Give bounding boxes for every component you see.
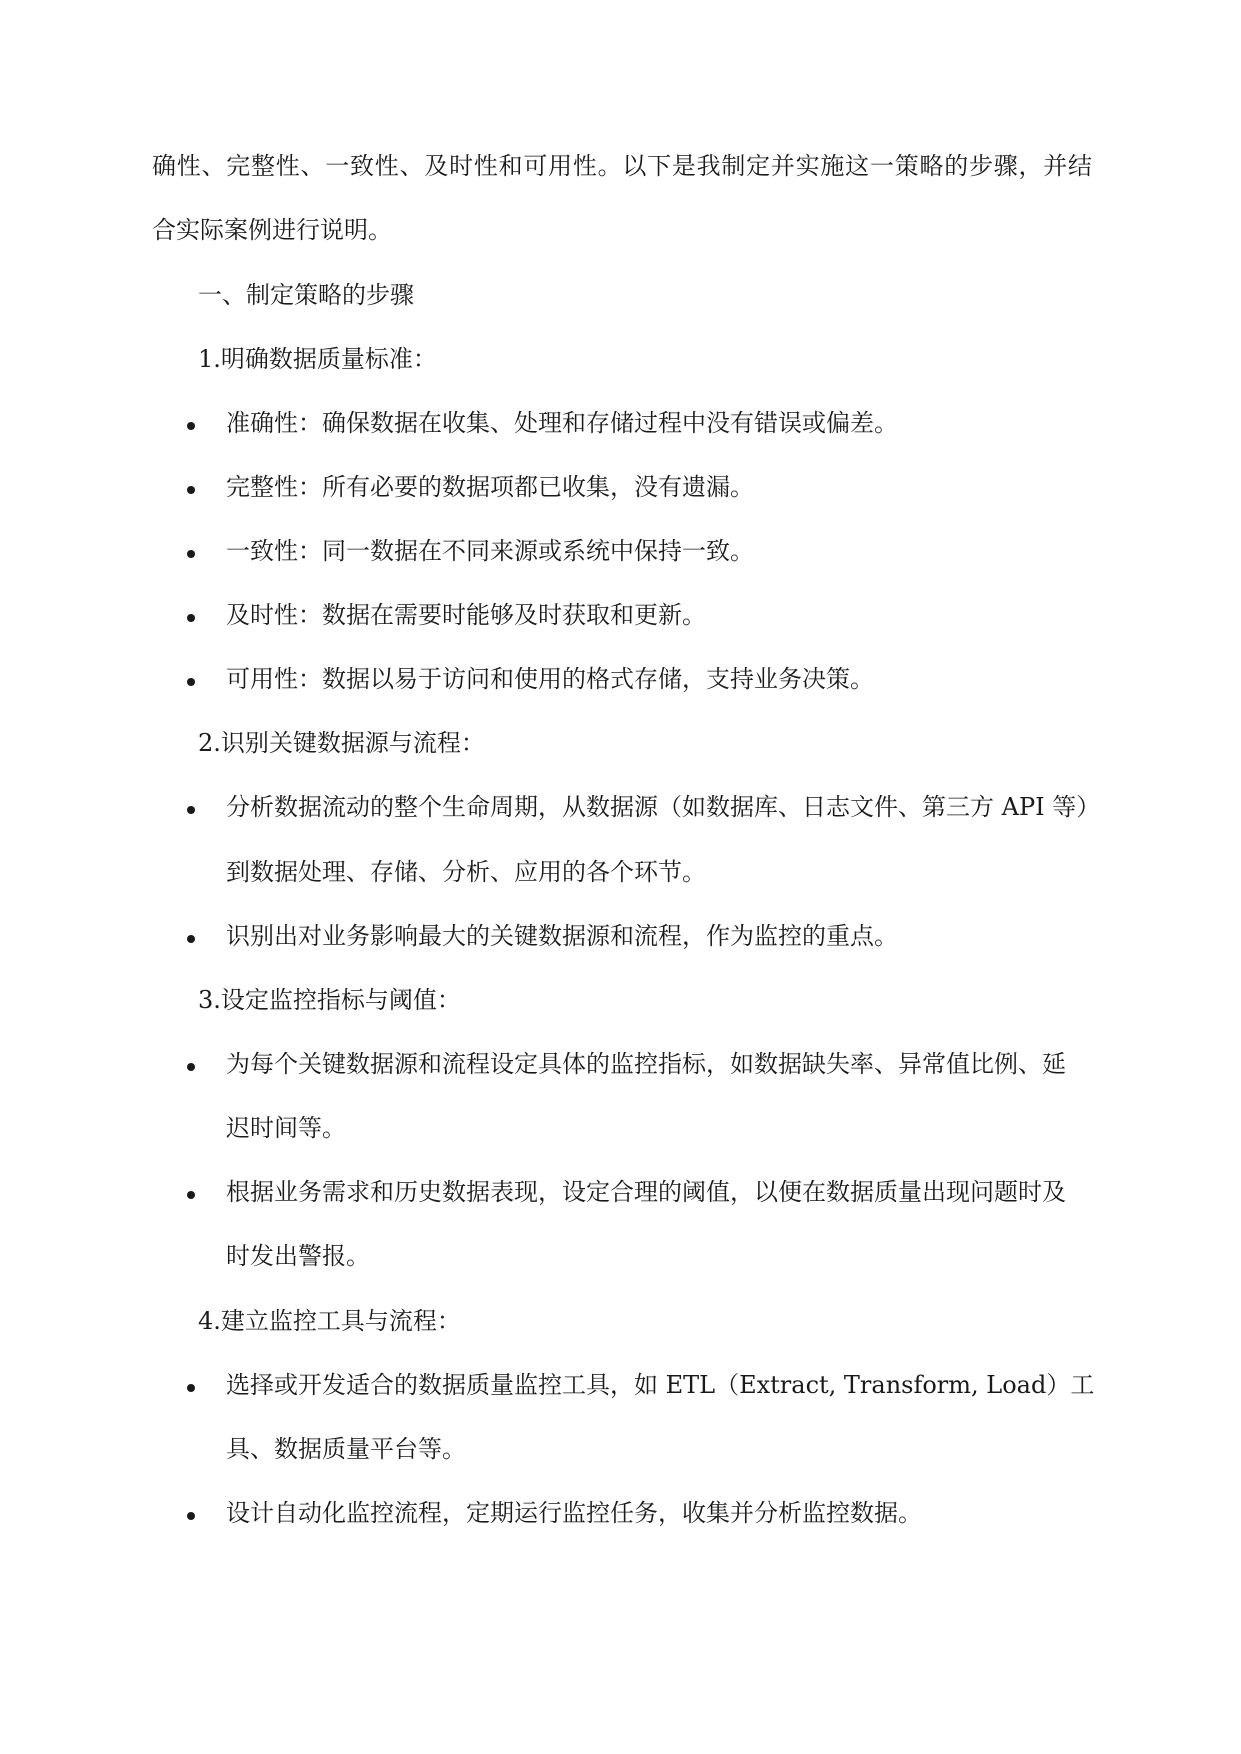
list-item: 及时性：数据在需要时能够及时获取和更新。	[226, 601, 706, 629]
bullet-icon	[187, 678, 195, 686]
list-item: 可用性：数据以易于访问和使用的格式存储，支持业务决策。	[226, 665, 874, 693]
step-3-title: 3.设定监控指标与阈值：	[198, 986, 461, 1014]
bullet-icon	[187, 1384, 195, 1392]
list-item-line-1: 为每个关键数据源和流程设定具体的监控指标，如数据缺失率、异常值比例、延	[226, 1050, 1066, 1078]
list-item-line-2: 时发出警报。	[226, 1242, 370, 1270]
bullet-icon	[187, 486, 195, 494]
bullet-icon	[187, 1512, 195, 1520]
bullet-icon	[187, 422, 195, 430]
list-item-line-2: 到数据处理、存储、分析、应用的各个环节。	[226, 858, 706, 886]
bullet-icon	[187, 935, 195, 943]
bullet-icon	[187, 1191, 195, 1199]
bullet-icon	[187, 1063, 195, 1071]
list-item-line-1: 分析数据流动的整个生命周期，从数据源（如数据库、日志文件、第三方 API 等）	[226, 793, 1101, 821]
list-item-line-1: 选择或开发适合的数据质量监控工具，如 ETL（Extract, Transform, Load）工	[226, 1371, 1095, 1399]
list-item: 完整性：所有必要的数据项都已收集，没有遗漏。	[226, 473, 754, 501]
intro-paragraph-line-1: 确性、完整性、一致性、及时性和可用性。以下是我制定并实施这一策略的步骤，并结	[152, 152, 1092, 180]
bullet-icon	[187, 550, 195, 558]
list-item-line-1: 根据业务需求和历史数据表现，设定合理的阈值，以便在数据质量出现问题时及	[226, 1178, 1066, 1206]
section-heading: 一、制定策略的步骤	[198, 281, 414, 309]
step-1-title: 1.明确数据质量标准：	[198, 345, 437, 373]
bullet-icon	[187, 614, 195, 622]
list-item: 准确性：确保数据在收集、处理和存储过程中没有错误或偏差。	[226, 409, 898, 437]
list-item: 一致性：同一数据在不同来源或系统中保持一致。	[226, 537, 754, 565]
bullet-icon	[187, 806, 195, 814]
step-2-title: 2.识别关键数据源与流程：	[198, 729, 485, 757]
step-4-title: 4.建立监控工具与流程：	[198, 1307, 461, 1335]
list-item: 识别出对业务影响最大的关键数据源和流程，作为监控的重点。	[226, 922, 898, 950]
intro-paragraph-line-2: 合实际案例进行说明。	[152, 216, 392, 244]
list-item-line-2: 具、数据质量平台等。	[226, 1435, 466, 1463]
list-item: 设计自动化监控流程，定期运行监控任务，收集并分析监控数据。	[226, 1499, 922, 1527]
list-item-line-2: 迟时间等。	[226, 1114, 346, 1142]
